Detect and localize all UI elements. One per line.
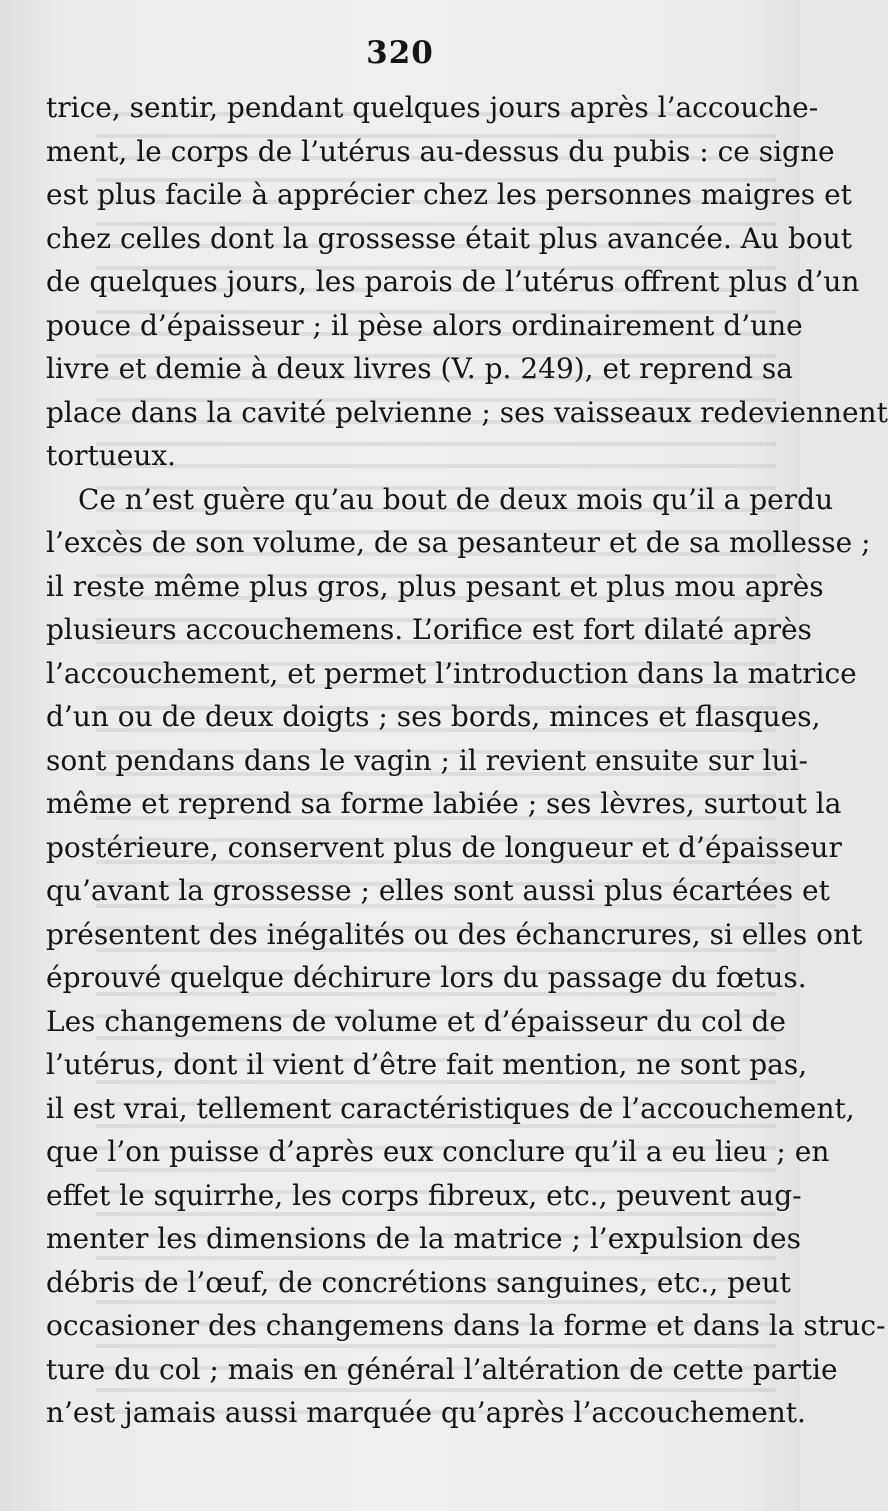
text-line: de quelques jours, les parois de l’utérus offrent plus d’un: [46, 265, 860, 298]
text-line: que l’on puisse d’après eux conclure qu’il a eu lieu ; en: [46, 1135, 830, 1168]
text-line: occasioner des changemens dans la forme et dans la struc-: [46, 1309, 886, 1342]
text-line: Les changemens de volume et d’épaisseur du col de: [46, 1004, 786, 1038]
text-line: ment, le corps de l’utérus au-dessus du pubis : ce signe: [46, 134, 835, 168]
paragraph-2: [46, 478, 886, 1435]
text-line: même et reprend sa forme labiée ; ses lèvres, surtout la: [46, 787, 842, 820]
text-line: sont pendans dans le vagin ; il revient ensuite sur lui-: [46, 743, 808, 777]
text-line: l’excès de son volume, de sa pesanteur et de sa mollesse ;: [46, 526, 871, 559]
text-line: place dans la cavité pelvienne ; ses vaisseaux redeviennent: [46, 395, 888, 429]
text-line: l’accouchement, et permet l’introduction dans la matrice: [46, 656, 857, 690]
paragraph-1: [46, 86, 888, 478]
text-line: plusieurs accouchemens. L’orifice est fort dilaté après: [46, 613, 812, 646]
text-line: présentent des inégalités ou des échancrures, si elles ont: [46, 917, 863, 951]
text-line: Ce n’est guère qu’au bout de deux mois qu’il a perdu: [78, 482, 834, 516]
text-line: postérieure, conservent plus de longueur et d’épaisseur: [46, 830, 842, 864]
body-text: [46, 86, 888, 1435]
text-line: débris de l’œuf, de concrétions sanguines, etc., peut: [46, 1265, 791, 1299]
text-line: est plus facile à apprécier chez les personnes maigres et: [46, 178, 852, 211]
text-line: il reste même plus gros, plus pesant et plus mou après: [46, 569, 824, 603]
text-line: trice, sentir, pendant quelques jours après l’accouche-: [46, 91, 819, 124]
text-line: ture du col ; mais en général l’altération de cette partie: [46, 1352, 838, 1386]
text-line: effet le squirrhe, les corps fibreux, etc., peuvent aug-: [46, 1178, 802, 1212]
text-line: il est vrai, tellement caractéristiques de l’accouchement,: [46, 1091, 855, 1125]
text-line: tortueux.: [46, 439, 177, 472]
text-line: pouce d’épaisseur ; il pèse alors ordinairement d’une: [46, 308, 803, 342]
text-line: livre et demie à deux livres (V. p. 249), et reprend sa: [46, 352, 793, 385]
text-line: n’est jamais aussi marquée qu’après l’accouchement.: [46, 1396, 806, 1429]
text-line: qu’avant la grossesse ; elles sont aussi plus écartées et: [46, 874, 830, 907]
text-line: l’utérus, dont il vient d’être fait mention, ne sont pas,: [46, 1048, 808, 1081]
text-line: d’un ou de deux doigts ; ses bords, minces et flasques,: [46, 700, 821, 733]
page-number: 320: [366, 35, 434, 71]
text-line: menter les dimensions de la matrice ; l’expulsion des: [46, 1222, 801, 1255]
text-line: chez celles dont la grossesse était plus avancée. Au bout: [46, 221, 853, 255]
text-line: éprouvé quelque déchirure lors du passage du fœtus.: [46, 961, 807, 994]
